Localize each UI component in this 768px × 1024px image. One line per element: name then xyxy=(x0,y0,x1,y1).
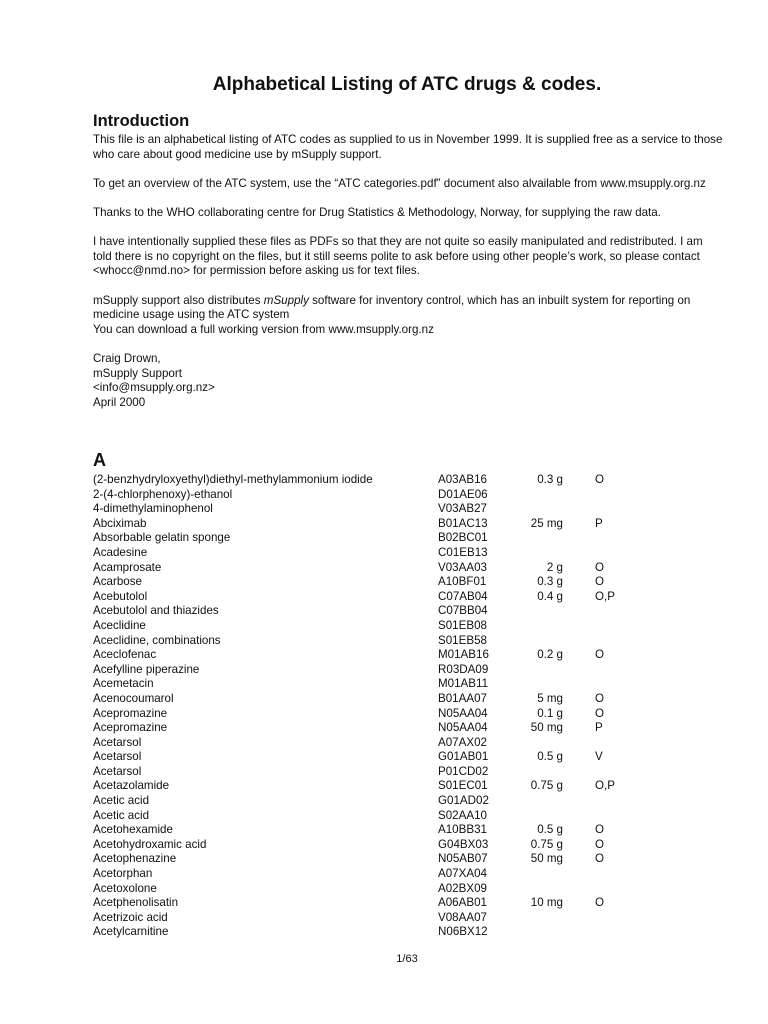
atc-code: A07XA04 xyxy=(438,867,487,881)
atc-code: R03DA09 xyxy=(438,662,489,676)
atc-code: S01EB58 xyxy=(438,633,487,647)
drug-entry-row xyxy=(93,546,713,561)
intro-paragraph: Thanks to the WHO collaborating centre for Drug Statistics & Methodology, Norway, for supplying the raw data. xyxy=(93,205,661,219)
drug-name: Acetophenazine xyxy=(93,852,177,866)
admin-route: O xyxy=(595,575,605,589)
signature-block xyxy=(93,352,723,410)
drug-entry-row xyxy=(93,736,713,751)
atc-code: B02BC01 xyxy=(438,531,488,545)
drug-name: Acamprosate xyxy=(93,560,162,574)
drug-name: Acetic acid xyxy=(93,808,150,822)
drug-entry-row xyxy=(93,517,713,532)
ddd-value: 50 mg xyxy=(530,852,563,866)
drug-entry-row xyxy=(93,882,713,897)
ddd-value: 0.4 g xyxy=(537,589,563,603)
drug-name: Acetarsol xyxy=(93,764,142,778)
drug-entry-row xyxy=(93,531,713,546)
msupply-product-name: mSupply xyxy=(263,293,309,307)
admin-route: V xyxy=(595,750,603,764)
admin-route: O xyxy=(595,837,605,851)
drug-entry-row xyxy=(93,677,713,692)
ddd-value: 0.75 g xyxy=(530,837,563,851)
atc-code: B01AC13 xyxy=(438,516,488,530)
drug-name: Acepromazine xyxy=(93,721,168,735)
ddd-value: 50 mg xyxy=(530,721,563,735)
drug-name: Aceclidine xyxy=(93,618,146,632)
msupply-text-after: software for inventory control, which has an inbuilt system for reporting on medicine usage using the ATC system xyxy=(93,293,691,322)
ddd-value: 0.3 g xyxy=(537,575,563,589)
drug-name: Acetrizoic acid xyxy=(93,910,168,924)
drug-entry-row xyxy=(93,575,713,590)
atc-code: G01AD02 xyxy=(438,794,489,808)
atc-code: C07BB04 xyxy=(438,604,488,618)
admin-route: O,P xyxy=(595,589,615,603)
atc-code: G04BX03 xyxy=(438,837,489,851)
drug-name: Abciximab xyxy=(93,516,147,530)
drug-entry-row xyxy=(93,911,713,926)
drug-entry-row xyxy=(93,663,713,678)
drug-name: Aceclofenac xyxy=(93,648,157,662)
drug-entry-row xyxy=(93,794,713,809)
admin-route: O xyxy=(595,896,605,910)
drug-entry-row xyxy=(93,604,713,619)
drug-entry-row xyxy=(93,925,713,940)
admin-route: P xyxy=(595,721,603,735)
atc-code: P01CD02 xyxy=(438,764,489,778)
admin-route: P xyxy=(595,516,603,530)
drug-entry-row xyxy=(93,867,713,882)
atc-code: G01AB01 xyxy=(438,750,489,764)
intro-paragraph: I have intentionally supplied these files as PDFs so that they are not quite so easily manipulated and redistributed. I am told there is no copyright on the files, but it still seems polite to ask before using other people’s work, so please contact <whocc@nmd.no> for permission before asking us for text files. xyxy=(93,235,703,278)
drug-name: Acetohydroxamic acid xyxy=(93,837,207,851)
drug-entry-row xyxy=(93,765,713,780)
ddd-value: 0.2 g xyxy=(537,648,563,662)
drug-name: Acetic acid xyxy=(93,794,150,808)
atc-code: M01AB16 xyxy=(438,648,489,662)
drug-code-list xyxy=(93,473,713,940)
atc-code: C01EB13 xyxy=(438,545,488,559)
signature-date: April 2000 xyxy=(93,395,146,409)
atc-code: V03AB27 xyxy=(438,502,487,516)
admin-route: O xyxy=(595,706,605,720)
drug-name: Acefylline piperazine xyxy=(93,662,200,676)
document-title: Alphabetical Listing of ATC drugs & codes. xyxy=(212,74,602,95)
atc-code: B01AA07 xyxy=(438,691,487,705)
ddd-value: 0.3 g xyxy=(537,473,563,486)
intro-paragraph: This file is an alphabetical listing of ATC codes as supplied to us in November 1999. It is supplied free as a service to those who care about good medicine use by mSupply support. xyxy=(93,133,723,161)
drug-entry-row xyxy=(93,619,713,634)
drug-entry-row xyxy=(93,896,713,911)
signature-org: mSupply Support xyxy=(93,366,182,380)
drug-entry-row xyxy=(93,838,713,853)
atc-code: N05AA04 xyxy=(438,706,488,720)
admin-route: O xyxy=(595,648,605,662)
atc-code: A02BX09 xyxy=(438,881,487,895)
ddd-value: 5 mg xyxy=(537,691,563,705)
ddd-value: 25 mg xyxy=(530,516,563,530)
atc-code: V08AA07 xyxy=(438,910,487,924)
atc-code: S01EB08 xyxy=(438,618,487,632)
drug-name: Acetphenolisatin xyxy=(93,896,179,910)
drug-entry-row xyxy=(93,692,713,707)
msupply-text-before: mSupply support also distributes xyxy=(93,293,264,307)
drug-entry-row xyxy=(93,590,713,605)
atc-code: D01AE06 xyxy=(438,487,488,501)
drug-name: (2-benzhydryloxyethyl)diethyl-methylammonium iodide xyxy=(93,473,373,486)
atc-code: C07AB04 xyxy=(438,589,488,603)
introduction-heading: Introduction xyxy=(93,112,190,130)
atc-code: S01EC01 xyxy=(438,779,488,793)
drug-name: Acenocoumarol xyxy=(93,691,174,705)
drug-name: 2-(4-chlorphenoxy)-ethanol xyxy=(93,487,233,501)
drug-name: Acemetacin xyxy=(93,677,154,691)
atc-code: A10BF01 xyxy=(438,575,487,589)
drug-entry-row xyxy=(93,721,713,736)
admin-route: O xyxy=(595,473,605,486)
admin-route: O xyxy=(595,852,605,866)
drug-entry-row xyxy=(93,502,713,517)
drug-name: Acetoxolone xyxy=(93,881,157,895)
atc-code: A06AB01 xyxy=(438,896,487,910)
drug-name: Acebutolol xyxy=(93,589,148,603)
drug-entry-row xyxy=(93,750,713,765)
atc-code: V03AA03 xyxy=(438,560,487,574)
atc-code: N05AB07 xyxy=(438,852,488,866)
intro-paragraph: To get an overview of the ATC system, use the “ATC categories.pdf” document also alvailable from www.msupply.org.nz xyxy=(93,176,706,190)
introduction-body xyxy=(93,133,723,410)
admin-route: O xyxy=(595,560,605,574)
drug-entry-row xyxy=(93,823,713,838)
drug-name: Acepromazine xyxy=(93,706,168,720)
drug-entry-row xyxy=(93,473,713,488)
drug-name: Acetorphan xyxy=(93,867,153,881)
drug-name: Aceclidine, combinations xyxy=(93,633,221,647)
admin-route: O xyxy=(595,823,605,837)
drug-entry-row xyxy=(93,561,713,576)
admin-route: O xyxy=(595,691,605,705)
drug-name: Absorbable gelatin sponge xyxy=(93,531,231,545)
atc-code: A07AX02 xyxy=(438,735,487,749)
atc-code: M01AB11 xyxy=(438,677,489,691)
atc-code: A10BB31 xyxy=(438,823,487,837)
drug-entry-row xyxy=(93,707,713,722)
drug-entry-row xyxy=(93,488,713,503)
drug-name: Acebutolol and thiazides xyxy=(93,604,219,618)
drug-name: Acetohexamide xyxy=(93,823,173,837)
ddd-value: 0.75 g xyxy=(530,779,563,793)
ddd-value: 10 mg xyxy=(530,896,563,910)
drug-entry-row xyxy=(93,852,713,867)
ddd-value: 0.5 g xyxy=(537,823,563,837)
signature-name: Craig Drown, xyxy=(93,351,161,365)
drug-name: Acadesine xyxy=(93,545,148,559)
drug-entry-row xyxy=(93,779,713,794)
drug-name: Acetazolamide xyxy=(93,779,170,793)
drug-name: Acetarsol xyxy=(93,750,142,764)
atc-code: N06BX12 xyxy=(438,925,488,939)
ddd-value: 0.1 g xyxy=(537,706,563,720)
atc-code: N05AA04 xyxy=(438,721,488,735)
drug-name: Acetarsol xyxy=(93,735,142,749)
download-line: You can download a full working version from www.msupply.org.nz xyxy=(93,322,434,336)
page-number: 1/63 xyxy=(396,953,418,965)
atc-code: A03AB16 xyxy=(438,473,487,486)
drug-name: Acarbose xyxy=(93,575,142,589)
drug-entry-row xyxy=(93,634,713,649)
drug-name: Acetylcarnitine xyxy=(93,925,169,939)
drug-name: 4-dimethylaminophenol xyxy=(93,502,213,516)
ddd-value: 0.5 g xyxy=(537,750,563,764)
section-letter-heading: A xyxy=(93,450,106,470)
signature-email: <info@msupply.org.nz> xyxy=(93,381,215,395)
msupply-paragraph xyxy=(93,294,723,323)
admin-route: O,P xyxy=(595,779,615,793)
drug-entry-row xyxy=(93,809,713,824)
ddd-value: 2 g xyxy=(546,560,563,574)
drug-entry-row xyxy=(93,648,713,663)
atc-code: S02AA10 xyxy=(438,808,487,822)
